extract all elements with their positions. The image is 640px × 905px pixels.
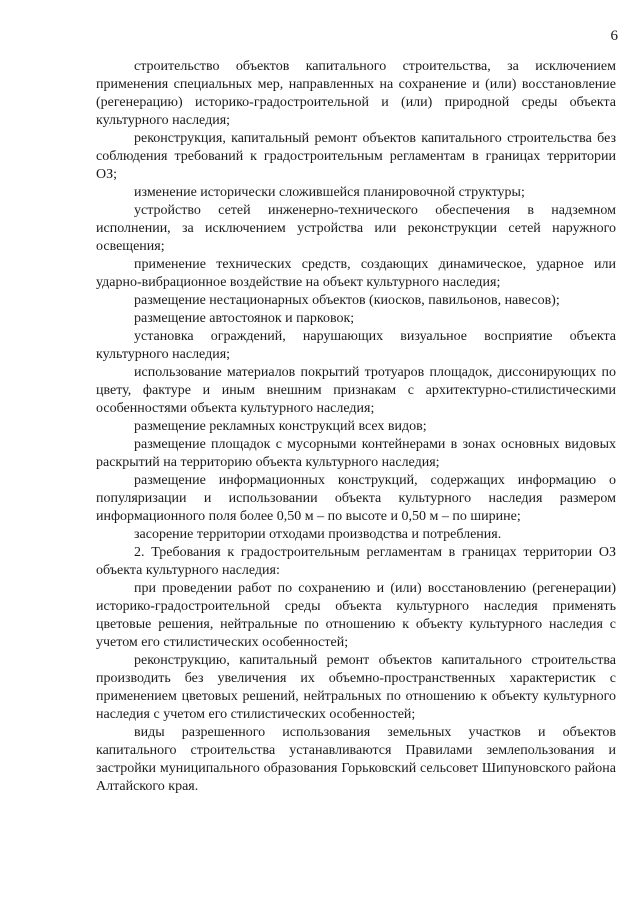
paragraph: использование материалов покрытий тротуаров площадок, диссонирующих по цвету, фактуре и иным внешним признакам с архитектурно-стилистическими особенностями объекта культурного наследия; bbox=[96, 365, 616, 416]
paragraph: применение технических средств, создающих динамическое, ударное или ударно-вибрационное воздействие на объект культурного наследия; bbox=[96, 257, 616, 290]
paragraph: строительство объектов капитального строительства, за исключением применения специальных мер, направленных на сохранение и (или) восстановление (регенерацию) историко-градостроительной и (или) природной среды объекта культурного наследия; bbox=[96, 59, 616, 128]
paragraph: размещение рекламных конструкций всех видов; bbox=[134, 419, 427, 434]
paragraph: засорение территории отходами производства и потребления. bbox=[134, 527, 502, 542]
section-heading-paragraph: 2. Требования к градостроительным регламентам в границах территории ОЗ объекта культурного наследия: bbox=[96, 545, 616, 578]
paragraph: размещение автостоянок и парковок; bbox=[134, 311, 355, 326]
paragraph: размещение информационных конструкций, содержащих информацию о популяризации и использовании объекта культурного наследия размером информационного поля более 0,50 м – по высоте и 0,50 м – по ширине; bbox=[96, 473, 616, 524]
document-body bbox=[96, 58, 616, 796]
paragraph: установка ограждений, нарушающих визуальное восприятие объекта культурного наследия; bbox=[96, 329, 616, 362]
page-number: 6 bbox=[610, 28, 618, 44]
paragraph: устройство сетей инженерно-технического обеспечения в надземном исполнении, за исключением устройства или реконструкции сетей наружного освещения; bbox=[96, 203, 616, 254]
paragraph: размещение нестационарных объектов (киосков, павильонов, навесов); bbox=[134, 293, 560, 308]
paragraph: реконструкция, капитальный ремонт объектов капитального строительства без соблюдения требований к градостроительным регламентам в границах территории ОЗ; bbox=[96, 131, 616, 182]
paragraph: виды разрешенного использования земельных участков и объектов капитального строительства устанавливаются Правилами землепользования и застройки муниципального образования Горьковский сельсовет Шипуновского района Алтайского края. bbox=[96, 725, 616, 794]
paragraph: изменение исторически сложившейся планировочной структуры; bbox=[134, 185, 525, 200]
paragraph: реконструкцию, капитальный ремонт объектов капитального строительства производить без увеличения их объемно-пространственных характеристик с применением цветовых решений, нейтральных по отношению к объекту культурного наследия с учетом его стилистических особенностей; bbox=[96, 653, 616, 722]
paragraph: размещение площадок с мусорными контейнерами в зонах основных видовых раскрытий на территорию объекта культурного наследия; bbox=[96, 437, 616, 470]
paragraph: при проведении работ по сохранению и (или) восстановлению (регенерации) историко-градостроительной среды объекта культурного наследия применять цветовые решения, нейтральные по отношению к объекту культурного наследия с учетом его стилистических особенностей; bbox=[96, 581, 616, 650]
